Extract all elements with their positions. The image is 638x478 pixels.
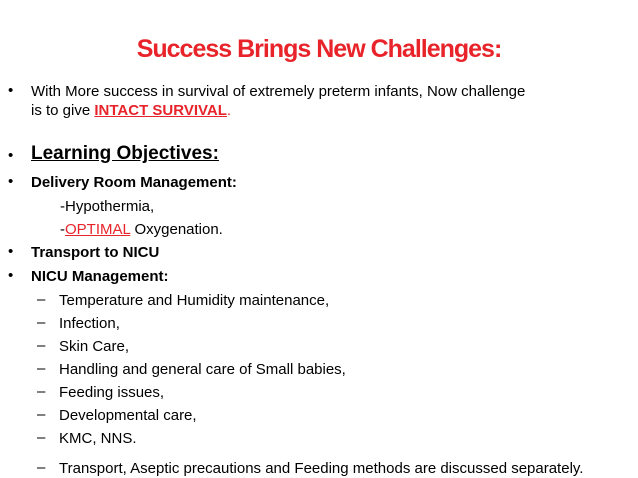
bullet-icon: • xyxy=(8,267,14,284)
learning-objectives-heading: Learning Objectives: xyxy=(31,143,219,164)
optimal-oxygenation-item xyxy=(60,220,223,239)
nicu-item-skin-care: Skin Care, xyxy=(59,338,130,355)
intact-survival-highlight: INTACT SURVIVAL xyxy=(94,102,227,119)
intro-period: . xyxy=(226,102,232,119)
nicu-item-handling: Handling and general care of Small babies, xyxy=(59,361,346,378)
nicu-item-kmc: KMC, NNS. xyxy=(59,430,137,447)
nicu-item-temperature: Temperature and Humidity maintenance, xyxy=(59,292,330,309)
dash-icon: – xyxy=(37,360,46,377)
intro-line2-prefix: is to give xyxy=(31,102,95,119)
bullet-icon: • xyxy=(8,82,14,99)
intro-text xyxy=(31,82,631,120)
slide-title: Success Brings New Challenges: xyxy=(136,35,502,63)
bullet-icon: • xyxy=(8,243,14,260)
nicu-item-infection: Infection, xyxy=(59,315,120,332)
optimal-word: OPTIMAL xyxy=(65,221,131,238)
dash-icon: – xyxy=(37,337,46,354)
dash-icon: – xyxy=(37,383,46,400)
nicu-heading: NICU Management: xyxy=(31,268,169,285)
nicu-item-feeding: Feeding issues, xyxy=(59,384,165,401)
dash-icon: – xyxy=(37,406,46,423)
dash-icon: – xyxy=(37,429,46,446)
nicu-item-developmental: Developmental care, xyxy=(59,407,197,424)
optimal-rest: Oxygenation. xyxy=(130,221,223,238)
delivery-room-heading: Delivery Room Management: xyxy=(31,174,237,191)
nicu-note: Transport, Aseptic precautions and Feeding methods are discussed separately. xyxy=(59,460,584,477)
dash-icon: – xyxy=(37,459,46,476)
intro-line1: With More success in survival of extremely preterm infants, Now challenge xyxy=(31,83,526,100)
dash-icon: – xyxy=(37,314,46,331)
transport-heading: Transport to NICU xyxy=(31,244,160,261)
optimal-prefix: - xyxy=(60,221,65,238)
bullet-icon: • xyxy=(8,147,14,164)
dash-icon: – xyxy=(37,291,46,308)
hypothermia-item: -Hypothermia, xyxy=(60,198,155,215)
bullet-icon: • xyxy=(8,173,14,190)
